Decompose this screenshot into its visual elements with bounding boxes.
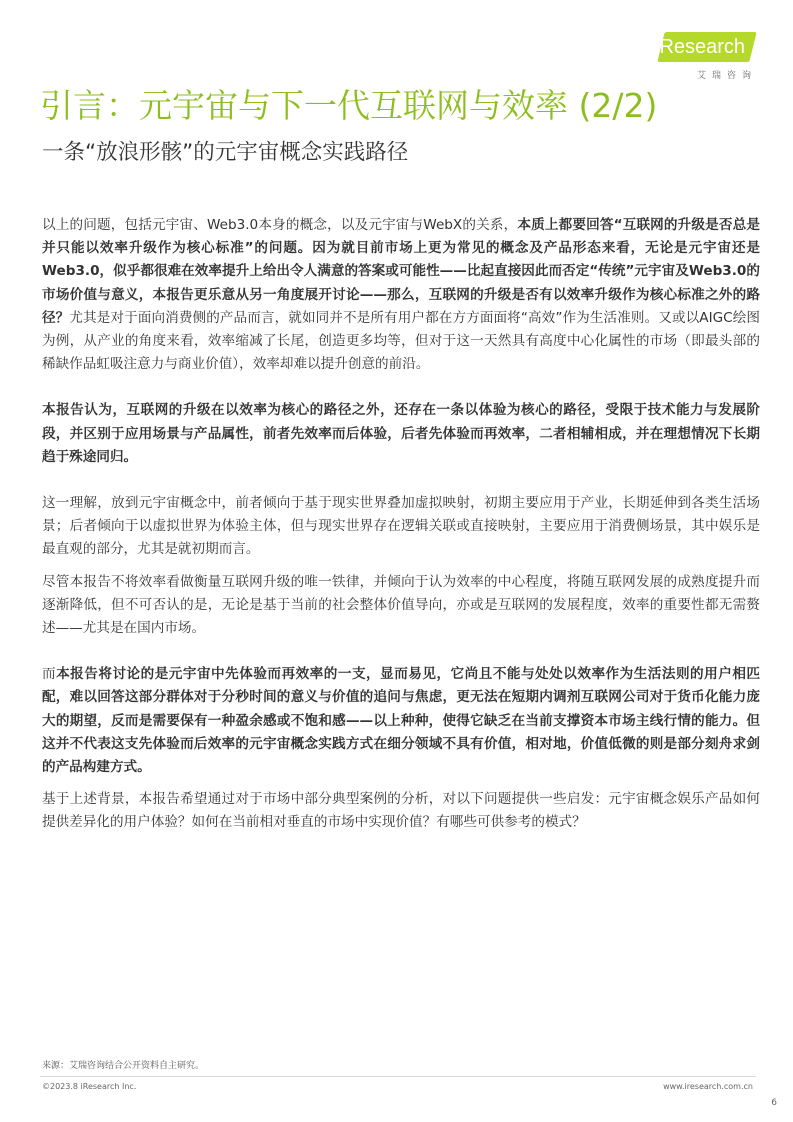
website-link[interactable]: www.iresearch.com.cn — [663, 1082, 753, 1091]
paragraph-6 — [42, 788, 760, 834]
paragraph-5-bold: 本报告将讨论的是元宇宙中先体验而再效率的一支，显而易见，它尚且不能与处处以效率作为生活法则的用户相匹配，难以回答这部分群体对于分秒时间的意义与价值的追问与焦虑，更无法在短期内调剂互联网公司对于货币化能力庞大的期望，反而是需要保有一种盈余感或不饱和感——以上种种，使得它缺乏在当前支撑资本市场主线行情的能力。但这并不代表这支先体验而后效率的元宇宙概念实践方式在细分领域不具有价值，相对地，价值低微的则是部分刻舟求剑的产品构建方式。 — [42, 666, 761, 776]
paragraph-2 — [42, 399, 760, 469]
footer-divider — [40, 1076, 756, 1077]
paragraph-1-bold: 本质上都要回答“互联网的升级是否总是并只能以效率升级作为核心标准”的问题。因为就目前市场上更为常见的概念及产品形态来看，无论是元宇宙还是Web3.0，似乎都很难在效率提升上给出令人满意的答案或可能性——比起直接因此而否定“传统”元宇宙及Web3.0的市场价值与意义，本报告更乐意从另一角度展开讨论——那么，互联网的升级是否有以效率升级作为核心标准之外的路径？ — [42, 217, 761, 326]
copyright: ©2023.8 iResearch Inc. — [42, 1082, 137, 1091]
body-text — [42, 214, 760, 835]
page-title: 引言：元宇宙与下一代互联网与效率 (2/2) — [40, 86, 658, 125]
source-note: 来源：艾瑞咨询结合公开资料自主研究。 — [42, 1061, 205, 1071]
paragraph-1-text-2: 尤其是对于面向消费侧的产品而言，就如同并不是所有用户都在方方面面将“高效”作为生活准则。又或以AIGC绘图为例，从产业的角度来看，效率缩减了长尾，创造更多均等，但对于这一天然具有高度中心化属性的市场（即最头部的稀缺作品虹吸注意力与商业价值），效率却难以提升创意的前沿。 — [42, 309, 761, 373]
paragraph-5 — [42, 663, 760, 779]
logo-brand: iResearch — [655, 36, 746, 58]
page-number: 6 — [771, 1098, 777, 1108]
paragraph-3 — [42, 492, 760, 562]
paragraph-3-text: 这一理解，放到元宇宙概念中，前者倾向于基于现实世界叠加虚拟映射，初期主要应用于产业，长期延伸到各类生活场景；后者倾向于以虚拟世界为体验主体，但与现实世界存在逻辑关联或直接映射，主要应用于消费侧场景，其中娱乐是最直观的部分，尤其是就初期而言。 — [42, 495, 760, 558]
logo-subtitle: 艾瑞咨询 — [697, 71, 758, 81]
page-subtitle: 一条“放浪形骸”的元宇宙概念实践路径 — [42, 140, 409, 165]
paragraph-4 — [42, 571, 760, 641]
paragraph-5-text: 而 — [42, 666, 57, 683]
paragraph-1-text: 以上的问题，包括元宇宙、Web3.0本身的概念，以及元宇宙与WebX的关系， — [42, 217, 518, 233]
iresearch-logo — [651, 30, 756, 86]
paragraph-6-text: 基于上述背景，本报告希望通过对于市场中部分典型案例的分析，对以下问题提供一些启发：元宇宙概念娱乐产品如何提供差异化的用户体验？如何在当前相对垂直的市场中实现价值？有哪些可供参考的模式？ — [42, 791, 760, 831]
paragraph-2-bold: 本报告认为，互联网的升级在以效率为核心的路径之外，还存在一条以体验为核心的路径，受限于技术能力与发展阶段，并区别于应用场景与产品属性，前者先效率而后体验，后者先体验而再效率，二者相辅相成，并在理想情况下长期趋于殊途同归。 — [42, 402, 760, 465]
paragraph-1 — [42, 214, 760, 376]
paragraph-4-text: 尽管本报告不将效率看做衡量互联网升级的唯一铁律，并倾向于认为效率的中心程度，将随互联网发展的成熟度提升而逐渐降低，但不可否认的是，无论是基于当前的社会整体价值导向，亦或是互联网的发展程度，效率的重要性都无需赘述——尤其是在国内市场。 — [42, 573, 760, 637]
